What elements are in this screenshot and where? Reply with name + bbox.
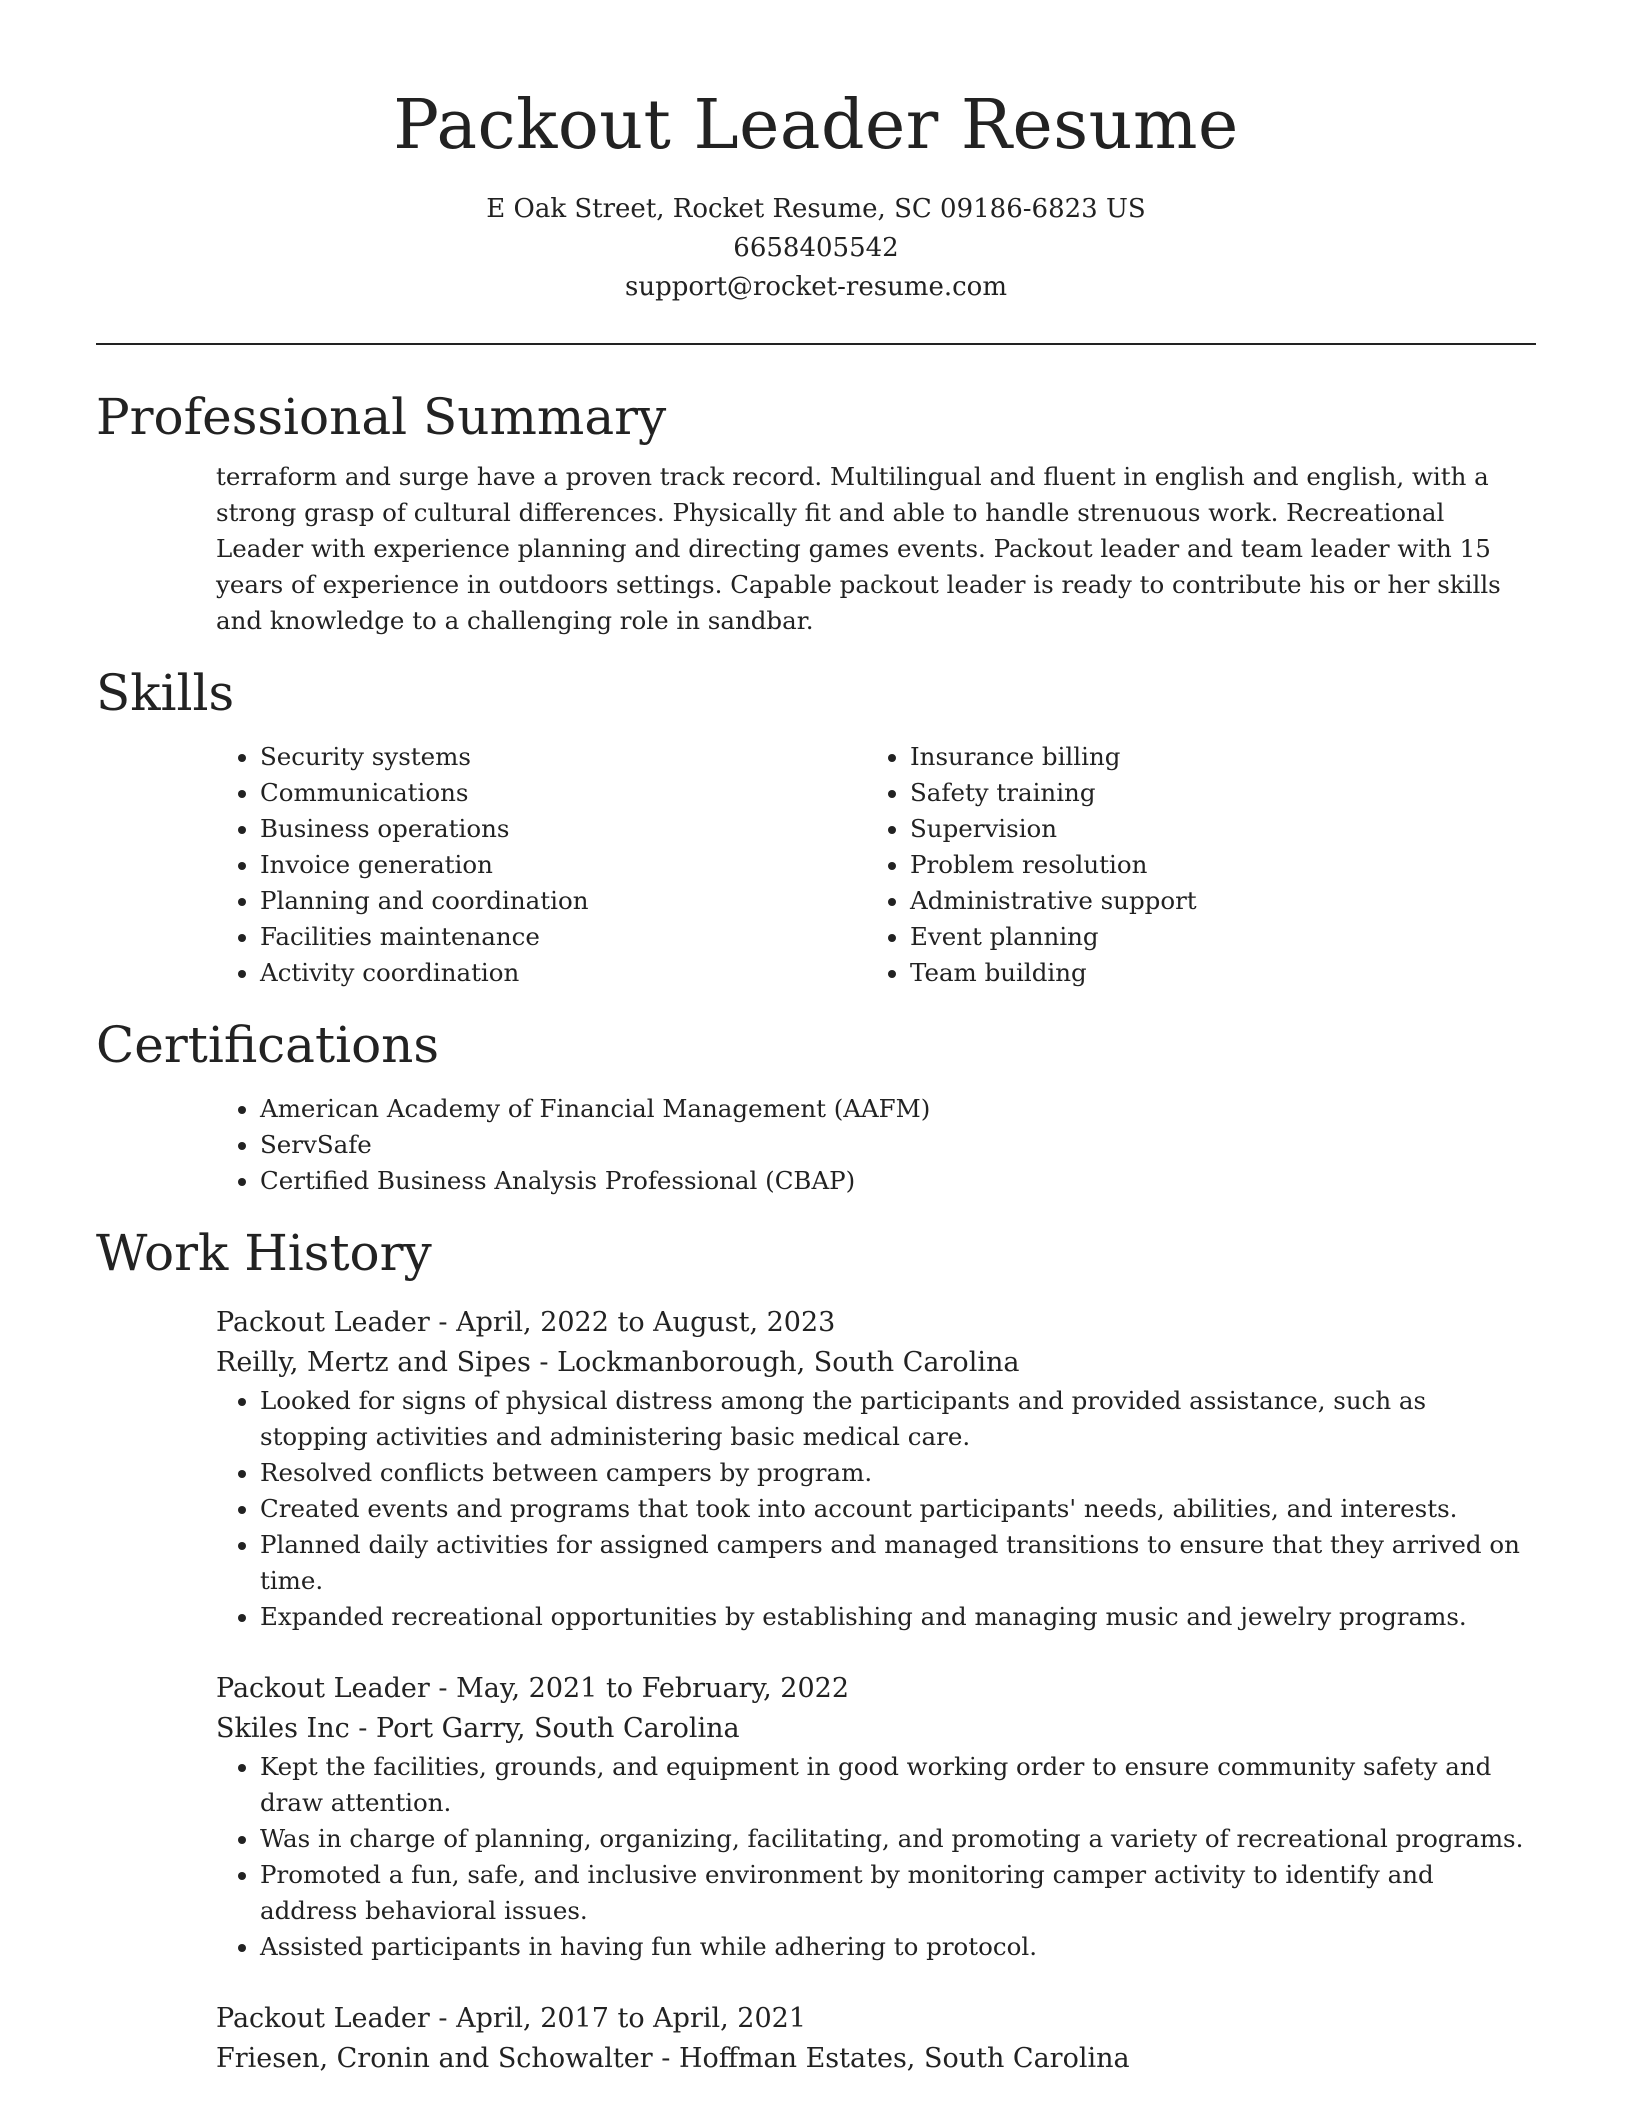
summary-heading: Professional Summary <box>96 388 667 446</box>
skill-item: • Facilities maintenance <box>260 919 866 955</box>
phone-text: 6658405542 <box>733 233 899 263</box>
skill-item: • Activity coordination <box>260 955 866 991</box>
certification-item: • Certified Business Analysis Professional (CBAP) <box>260 1163 1536 1199</box>
job-bullet: • Resolved conflicts between campers by program. <box>260 1455 1536 1491</box>
job-bullet: • Expanded recreational opportunities by establishing and managing music and jewelry programs. <box>260 1599 1536 1635</box>
job-entry <box>216 1303 1536 1635</box>
job-company-line: Friesen, Cronin and Schowalter - Hoffman Estates, South Carolina <box>216 2043 1130 2074</box>
certification-item: • ServSafe <box>260 1127 1536 1163</box>
job-title-line: Packout Leader - May, 2021 to February, 2022 <box>216 1673 849 1704</box>
skill-item: • Communications <box>260 775 866 811</box>
skill-item: • Problem resolution <box>910 847 1516 883</box>
address-text: E Oak Street, Rocket Resume, SC 09186-6823 US <box>486 194 1146 224</box>
job-bullets <box>216 1749 1536 1965</box>
job-title-line: Packout Leader - April, 2017 to April, 2021 <box>216 2003 807 2034</box>
job-bullet: • Kept the facilities, grounds, and equipment in good working order to ensure community safety and draw attention. <box>260 1749 1536 1821</box>
skill-item: • Administrative support <box>910 883 1516 919</box>
job-title-line: Packout Leader - April, 2022 to August, 2023 <box>216 1307 836 1338</box>
resume-page <box>96 0 1536 2079</box>
skill-item: • Planning and coordination <box>260 883 866 919</box>
job-bullet: • Was in charge of planning, organizing, facilitating, and promoting a variety of recreational programs. <box>260 1821 1536 1857</box>
job-bullet: • Planned daily activities for assigned campers and managed transitions to ensure that they arrived on time. <box>260 1527 1536 1599</box>
certifications-heading: Certifications <box>96 1016 440 1074</box>
skill-item: • Supervision <box>910 811 1516 847</box>
certifications-list <box>216 1091 1536 1199</box>
skills-list <box>216 739 1536 991</box>
skills-column-left <box>216 739 866 991</box>
job-bullet: • Promoted a fun, safe, and inclusive environment by monitoring camper activity to identify and address behavioral issues. <box>260 1857 1536 1929</box>
job-entry <box>216 1669 1536 1965</box>
skill-item: • Event planning <box>910 919 1516 955</box>
job-bullets <box>216 1383 1536 1635</box>
certification-item: • American Academy of Financial Management (AAFM) <box>260 1091 1536 1127</box>
skill-item: • Safety training <box>910 775 1516 811</box>
job-bullet: • Assisted participants in having fun while adhering to protocol. <box>260 1929 1536 1965</box>
job-company-line: Reilly, Mertz and Sipes - Lockmanborough, South Carolina <box>216 1347 1020 1378</box>
skill-item: • Invoice generation <box>260 847 866 883</box>
email-text: support@rocket-resume.com <box>624 272 1007 302</box>
skills-column-right <box>866 739 1516 991</box>
job-company-line: Skiles Inc - Port Garry, South Carolina <box>216 1713 740 1744</box>
work-history-heading: Work History <box>96 1224 432 1282</box>
job-bullet: • Looked for signs of physical distress among the participants and provided assistance, such as stopping activities and administering basic medical care. <box>260 1383 1536 1455</box>
resume-title: Packout Leader Resume <box>393 86 1239 165</box>
job-bullet: • Created events and programs that took into account participants' needs, abilities, and interests. <box>260 1491 1536 1527</box>
skill-item: • Security systems <box>260 739 866 775</box>
contact-block <box>96 190 1536 307</box>
skill-item: • Team building <box>910 955 1516 991</box>
skill-item: • Insurance billing <box>910 739 1516 775</box>
skills-heading: Skills <box>96 664 235 722</box>
job-entry <box>216 1999 1536 2079</box>
summary-text: terraform and surge have a proven track record. Multilingual and fluent in english and english, with a strong grasp of cultural differences. Physically fit and able to handle strenuous work. Recreational Leader with experience planning and directing games events. Packout leader and team leader with 15 years of experience in outdoors settings. Capable packout leader is ready to contribute his or her skills and knowledge to a challenging role in sandbar. <box>216 462 1501 635</box>
skill-item: • Business operations <box>260 811 866 847</box>
